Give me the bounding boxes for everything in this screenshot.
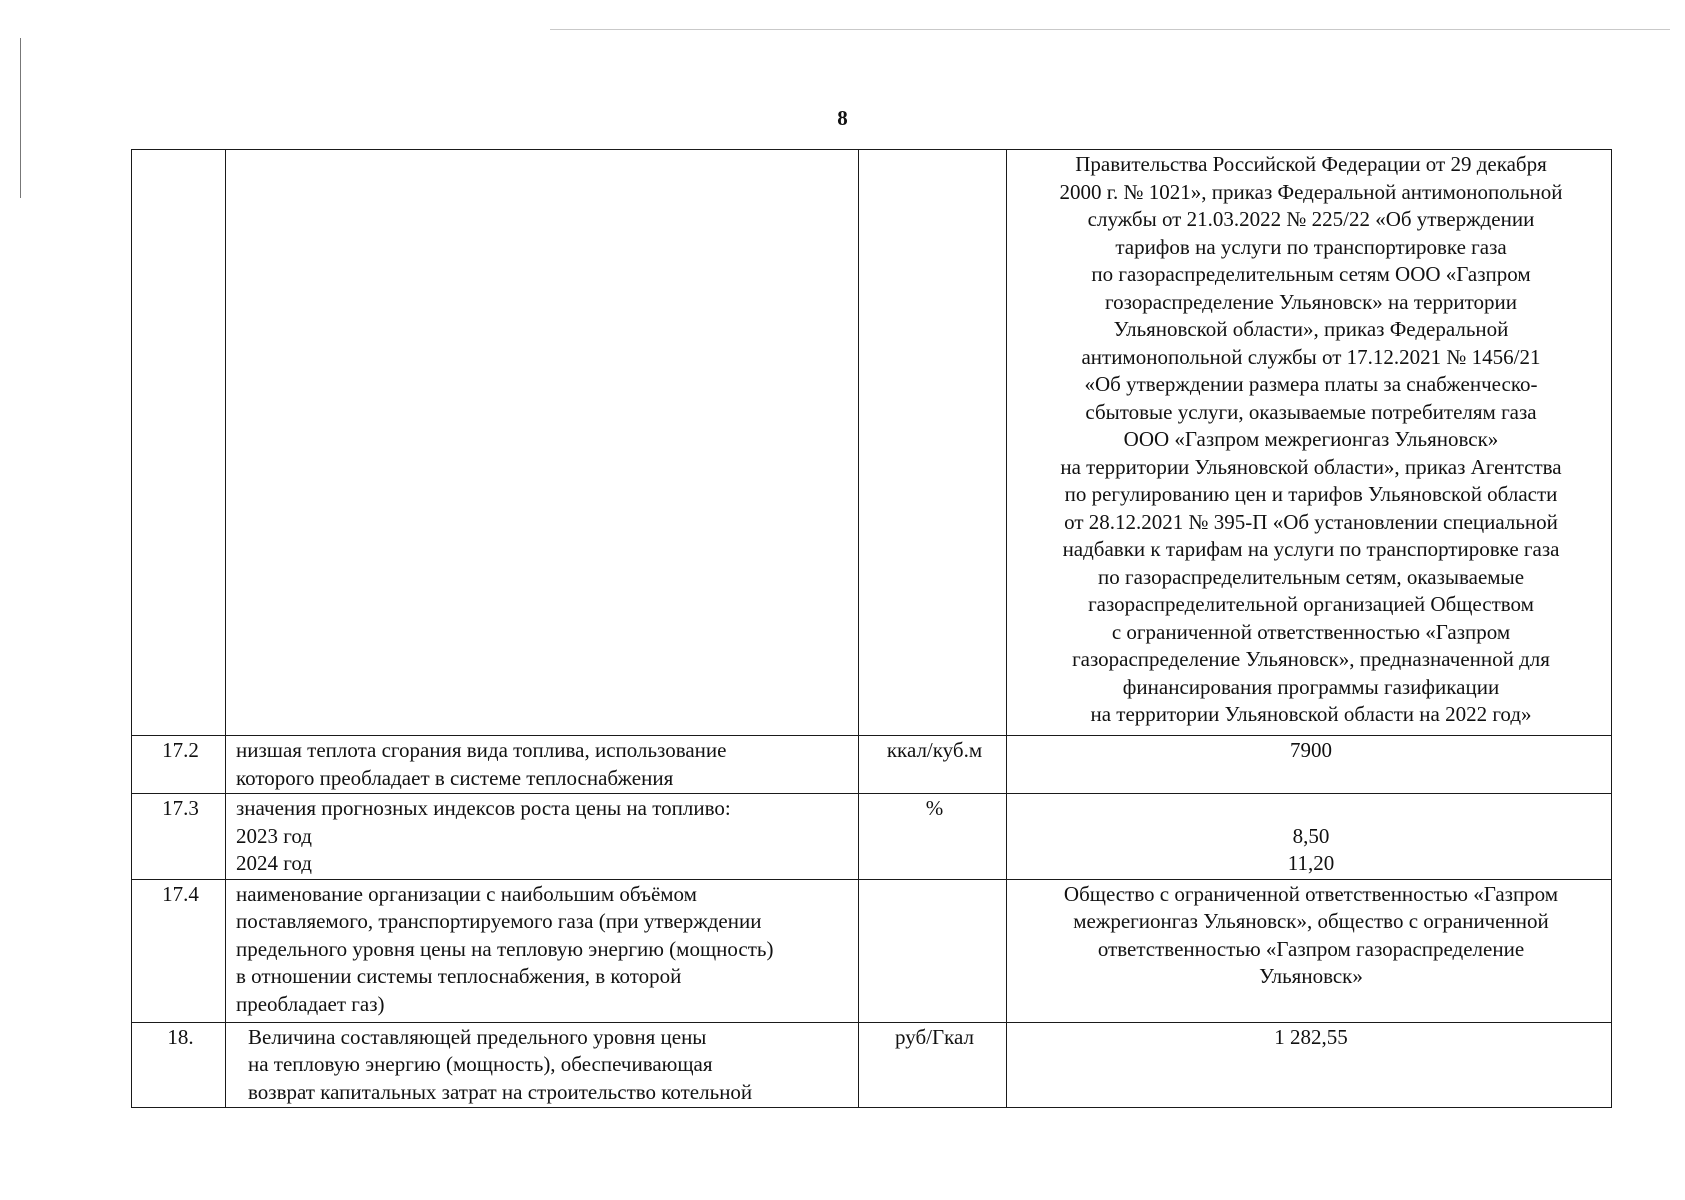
description-line: преобладает газ) bbox=[236, 991, 385, 1016]
row-value bbox=[1007, 879, 1612, 1022]
value-line: гозораспределение Ульяновск» на территории bbox=[1105, 289, 1517, 314]
description-line: 2024 год bbox=[236, 851, 312, 875]
value-line: 7900 bbox=[1290, 738, 1332, 762]
description-line: значения прогнозных индексов роста цены на топливо: bbox=[236, 796, 731, 820]
row-number bbox=[132, 150, 226, 736]
value-line: надбавки к тарифам на услуги по транспортировке газа bbox=[1062, 537, 1560, 561]
row-number: 17.2 bbox=[132, 736, 226, 794]
value-line: антимонопольной службы от 17.12.2021 № 1456/21 bbox=[1081, 344, 1541, 369]
description-line: на тепловую энергию (мощность), обеспечивающая bbox=[248, 1052, 713, 1076]
description-line: которого преобладает в системе теплоснабжения bbox=[236, 765, 674, 790]
value-line: Общество с ограниченной ответственностью «Газпром bbox=[1063, 881, 1559, 906]
row-description bbox=[226, 736, 859, 794]
row-unit bbox=[859, 879, 1007, 1022]
value-line: ответственностью «Газпром газораспределение bbox=[1097, 936, 1525, 961]
value-line: 11,20 bbox=[1287, 851, 1335, 875]
value-line: «Об утверждении размера платы за снабженческо- bbox=[1084, 372, 1538, 396]
value-line: ООО «Газпром межрегионгаз Ульяновск» bbox=[1123, 427, 1499, 451]
row-value bbox=[1007, 794, 1612, 880]
description-line: в отношении системы теплоснабжения, в которой bbox=[236, 964, 682, 988]
table-row bbox=[132, 1022, 1612, 1108]
value-line: Ульяновск» bbox=[1259, 964, 1363, 988]
value-line: с ограниченной ответственностью «Газпром bbox=[1111, 619, 1511, 644]
row-unit bbox=[859, 150, 1007, 736]
row-value bbox=[1007, 736, 1612, 794]
description-line: низшая теплота сгорания вида топлива, использование bbox=[236, 738, 727, 762]
description-line: Величина составляющей предельного уровня цены bbox=[248, 1024, 707, 1049]
value-line: газораспределение Ульяновск», предназначенной для bbox=[1072, 647, 1550, 671]
value-line: службы от 21.03.2022 № 225/22 «Об утверждении bbox=[1087, 207, 1535, 231]
value-line: Ульяновской области», приказ Федеральной bbox=[1113, 317, 1509, 341]
row-value bbox=[1007, 1022, 1612, 1108]
row-number: 17.4 bbox=[132, 879, 226, 1022]
value-line: Правительства Российской Федерации от 29 декабря bbox=[1075, 152, 1547, 176]
row-unit: % bbox=[859, 794, 1007, 880]
value-line: газораспределительной организацией Обществом bbox=[1088, 592, 1534, 616]
table-row bbox=[132, 794, 1612, 880]
value-line: на территории Ульяновской области на 2022 год» bbox=[1090, 702, 1532, 726]
value-line bbox=[1017, 795, 1605, 823]
table-row bbox=[132, 150, 1612, 736]
value-line: 2000 г. № 1021», приказ Федеральной антимонопольной bbox=[1059, 179, 1563, 204]
row-unit: ккал/куб.м bbox=[859, 736, 1007, 794]
description-line: поставляемого, транспортируемого газа (при утверждении bbox=[236, 909, 762, 933]
table-row bbox=[132, 879, 1612, 1022]
table-row bbox=[132, 736, 1612, 794]
description-line: 2023 год bbox=[236, 823, 312, 848]
value-line: финансирования программы газификации bbox=[1122, 674, 1500, 699]
value-line: 8,50 bbox=[1292, 823, 1330, 848]
description-line: возврат капитальных затрат на строительство котельной bbox=[248, 1079, 753, 1104]
value-line: на территории Ульяновской области», приказ Агентства bbox=[1060, 454, 1562, 479]
row-value bbox=[1007, 150, 1612, 736]
value-line: от 28.12.2021 № 395-П «Об установлении специальной bbox=[1064, 509, 1558, 534]
row-description bbox=[226, 794, 859, 880]
row-unit: руб/Гкал bbox=[859, 1022, 1007, 1108]
value-line: по газораспределительным сетям ООО «Газпром bbox=[1091, 262, 1531, 286]
value-line: сбытовые услуги, оказываемые потребителям газа bbox=[1085, 399, 1537, 424]
description-line: предельного уровня цены на тепловую энергию (мощность) bbox=[236, 936, 774, 961]
row-number: 18. bbox=[132, 1022, 226, 1108]
value-line: тарифов на услуги по транспортировке газа bbox=[1115, 234, 1507, 259]
value-line: межрегионгаз Ульяновск», общество с ограниченной bbox=[1073, 909, 1549, 933]
scan-artifact-line bbox=[550, 29, 1670, 30]
row-description bbox=[226, 150, 859, 736]
value-line: по газораспределительным сетям, оказываемые bbox=[1097, 564, 1525, 589]
page-number: 8 bbox=[837, 106, 848, 130]
value-line: 1 282,55 bbox=[1274, 1024, 1348, 1049]
description-line: наименование организации с наибольшим объёмом bbox=[236, 881, 697, 906]
row-number: 17.3 bbox=[132, 794, 226, 880]
data-table bbox=[131, 149, 1612, 1108]
row-description bbox=[226, 1022, 859, 1108]
row-description bbox=[226, 879, 859, 1022]
value-line: по регулированию цен и тарифов Ульяновской области bbox=[1064, 482, 1558, 506]
